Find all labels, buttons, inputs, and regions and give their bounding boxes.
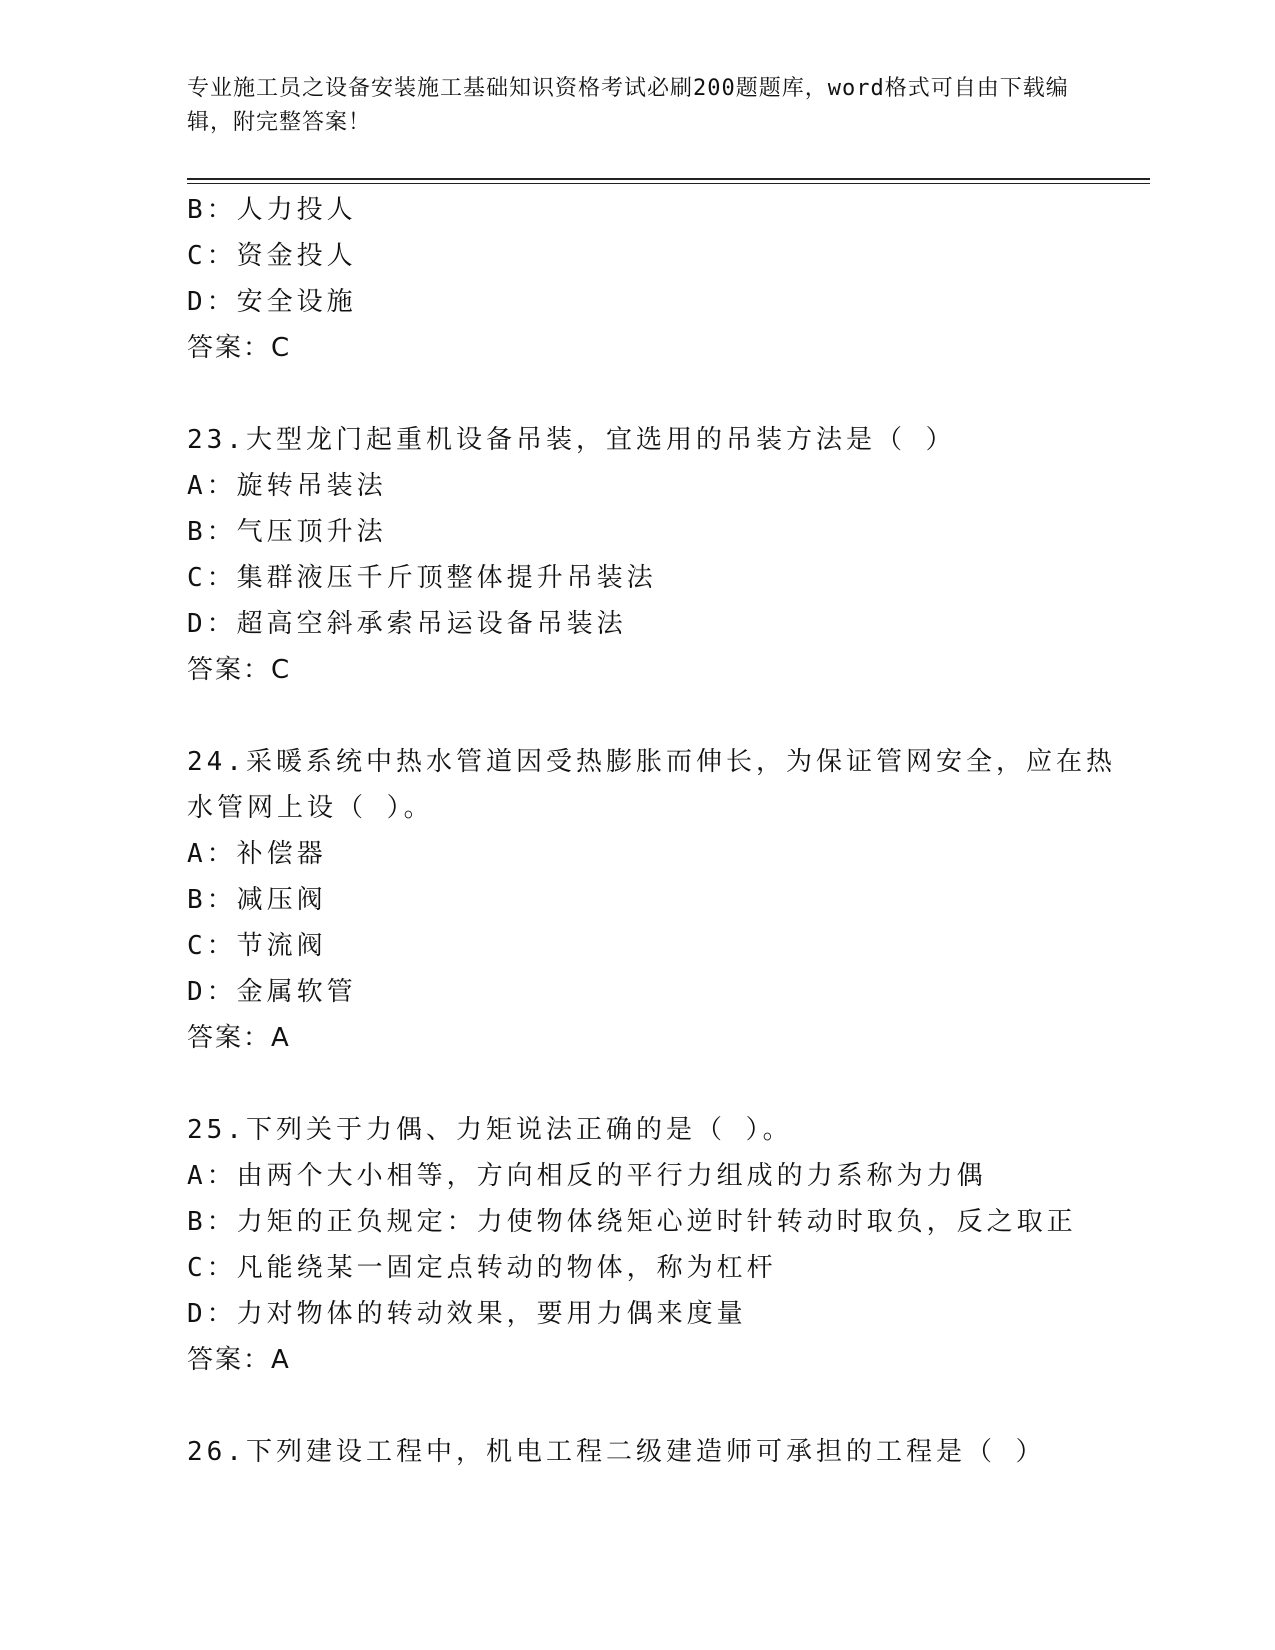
answer: 答案：C: [187, 333, 292, 363]
option-a: A：补偿器: [187, 839, 327, 869]
option-c: C：节流阀: [187, 931, 327, 961]
option-b: B：减压阀: [187, 885, 327, 915]
option-a: A：旋转吊装法: [187, 471, 387, 501]
option-d: D：力对物体的转动效果，要用力偶来度量: [187, 1299, 747, 1329]
question-24-stem-line2: 水管网上设（ ）。: [187, 793, 434, 823]
answer: 答案：A: [187, 1345, 291, 1375]
answer: 答案：A: [187, 1023, 291, 1053]
option-c: C：资金投人: [187, 241, 357, 271]
answer: 答案：C: [187, 655, 292, 685]
option-d: D：金属软管: [187, 977, 357, 1007]
question-23-stem: 23.大型龙门起重机设备吊装，宜选用的吊装方法是（ ）: [187, 425, 956, 455]
option-c: C：凡能绕某一固定点转动的物体，称为杠杆: [187, 1253, 777, 1283]
question-26-stem: 26.下列建设工程中，机电工程二级建造师可承担的工程是（ ）: [187, 1437, 1046, 1467]
option-b: B：人力投人: [187, 195, 357, 225]
document-header: 专业施工员之设备安装施工基础知识资格考试必刷200题题库，word格式可自由下载编辑，附完整答案！: [187, 76, 1069, 135]
option-b: B：气压顶升法: [187, 517, 387, 547]
option-a: A：由两个大小相等，方向相反的平行力组成的力系称为力偶: [187, 1161, 987, 1191]
question-25-stem: 25.下列关于力偶、力矩说法正确的是（ ）。: [187, 1115, 793, 1145]
question-content: [187, 187, 1116, 1475]
option-d: D：超高空斜承索吊运设备吊装法: [187, 609, 627, 639]
header-rule-thin: [187, 183, 1150, 184]
option-b: B：力矩的正负规定：力使物体绕矩心逆时针转动时取负，反之取正: [187, 1207, 1077, 1237]
option-d: D：安全设施: [187, 287, 357, 317]
question-24-stem-line1: 24.采暖系统中热水管道因受热膨胀而伸长，为保证管网安全，应在热: [187, 747, 1116, 777]
option-c: C：集群液压千斤顶整体提升吊装法: [187, 563, 657, 593]
header-rule: [187, 178, 1150, 180]
